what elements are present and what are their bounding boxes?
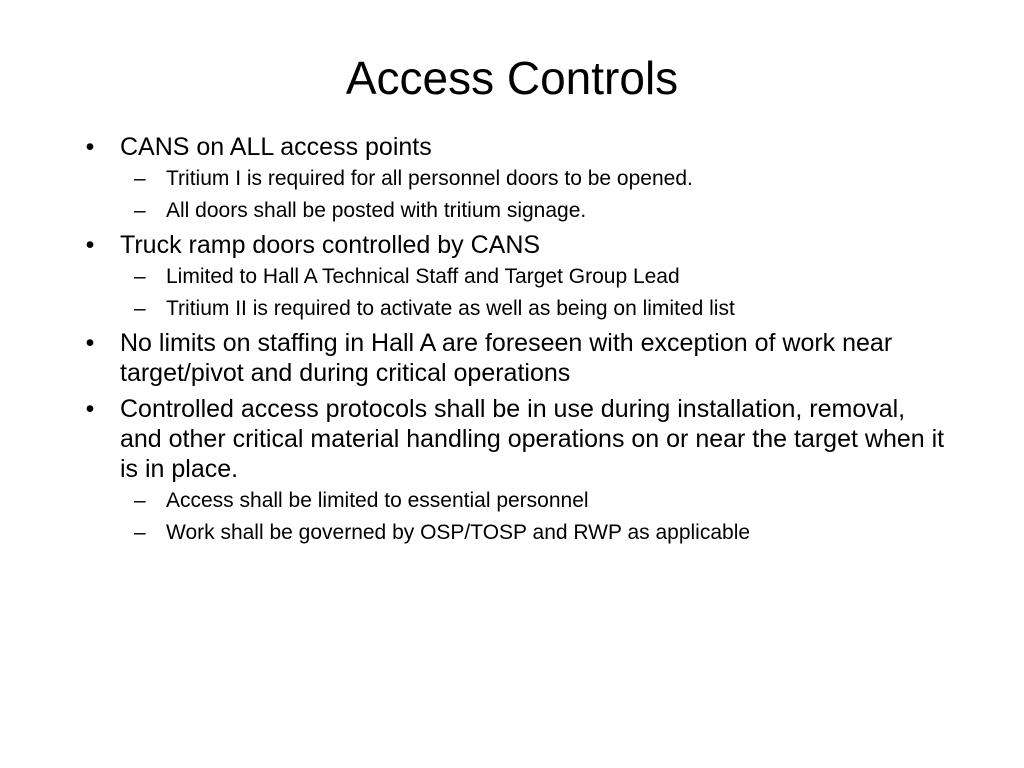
bullet-icon: • <box>85 395 95 423</box>
sub-bullet-text: All doors shall be posted with tritium signage. <box>166 199 587 222</box>
dash-icon: – <box>134 167 146 190</box>
bullet-icon: • <box>85 231 95 259</box>
dash-icon: – <box>134 297 146 320</box>
bullet-text: Truck ramp doors controlled by CANS <box>120 231 541 259</box>
bullet-text: CANS on ALL access points <box>120 133 432 161</box>
dash-icon: – <box>134 489 146 512</box>
bullet-text: Controlled access protocols shall be in use during installation, removal, and other critical material handling operations on or near the target when it is in place. <box>120 395 945 483</box>
bullet-item <box>76 132 946 224</box>
sub-bullet-text: Tritium II is required to activate as well as being on limited list <box>166 297 735 320</box>
bullet-text: No limits on staffing in Hall A are foreseen with exception of work near target/pivot and during critical operations <box>120 329 893 387</box>
sub-bullet-item <box>76 166 946 192</box>
bullet-icon: • <box>85 133 95 161</box>
dash-icon: – <box>134 265 146 288</box>
sub-bullet-list <box>120 488 946 546</box>
bullet-icon: • <box>85 329 95 357</box>
sub-bullet-item <box>76 264 946 290</box>
sub-bullet-list <box>120 264 946 322</box>
dash-icon: – <box>134 521 146 544</box>
bullet-item <box>76 328 946 388</box>
sub-bullet-text: Access shall be limited to essential personnel <box>166 489 589 512</box>
bullet-item <box>76 394 946 546</box>
sub-bullet-text: Work shall be governed by OSP/TOSP and RWP as applicable <box>166 521 751 544</box>
bullet-item <box>76 230 946 322</box>
sub-bullet-text: Limited to Hall A Technical Staff and Target Group Lead <box>166 265 680 288</box>
sub-bullet-item <box>76 296 946 322</box>
dash-icon: – <box>134 199 146 222</box>
sub-bullet-item <box>76 488 946 514</box>
sub-bullet-item <box>76 198 946 224</box>
slide-title: Access Controls <box>345 52 679 104</box>
sub-bullet-list <box>120 166 946 224</box>
bullet-list <box>76 128 946 546</box>
sub-bullet-text: Tritium I is required for all personnel doors to be opened. <box>166 167 693 190</box>
sub-bullet-item <box>76 520 946 546</box>
